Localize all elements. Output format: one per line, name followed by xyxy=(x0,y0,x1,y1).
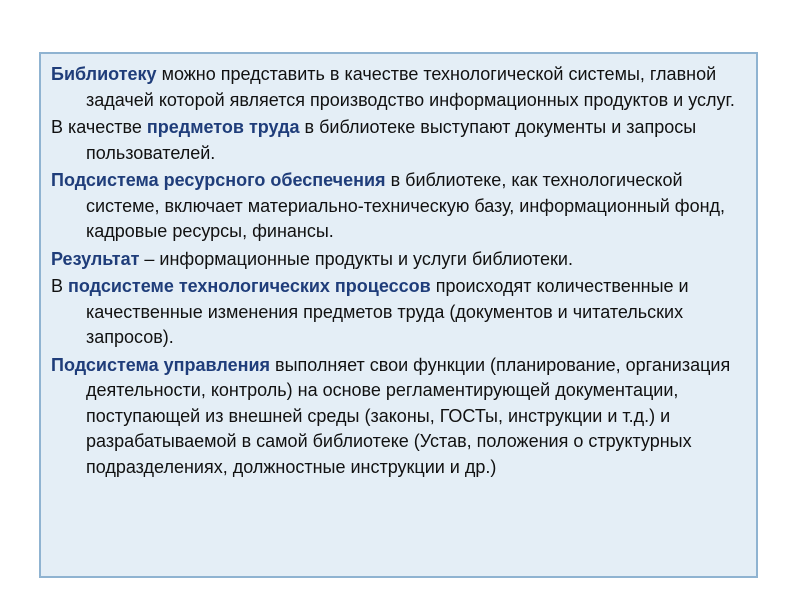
term-objects-of-labor: предметов труда xyxy=(146,117,300,137)
paragraph-management-subsystem xyxy=(51,353,744,481)
paragraph-result xyxy=(51,247,744,273)
paragraph-library-system xyxy=(51,62,744,113)
paragraph-lead: В качестве xyxy=(51,117,147,137)
term-process-subsystem: подсистеме технологических процессов xyxy=(68,276,431,296)
paragraph-text: в библиотеке выступают документы и запросы пользователей. xyxy=(86,117,697,163)
term-resource-subsystem: Подсистема ресурсного обеспечения xyxy=(51,170,386,190)
term-management-subsystem: Подсистема управления xyxy=(51,354,271,375)
paragraph-objects-of-labor xyxy=(51,115,744,166)
paragraph-resource-subsystem xyxy=(51,168,744,245)
paragraph-process-subsystem xyxy=(51,274,744,351)
paragraph-lead: В xyxy=(51,276,69,296)
paragraph-text: выполняет свои функции (планирование, организация деятельности, контроль) на основе регламентирующей документации, поступающей из внешней среды (законы, ГОСТы, инструкции и т.д.) и разрабатываемой в самой библиотеке (Устав, положения о структурных подразделениях, должностные инструкции и др.) xyxy=(86,354,731,477)
content-box xyxy=(39,52,758,578)
paragraph-text: в библиотеке, как технологической системе, включает материально-техническую базу, информационный фонд, кадровые ресурсы, финансы. xyxy=(86,170,726,241)
term-library: Библиотеку xyxy=(51,64,157,84)
paragraph-text: – информационные продукты и услуги библиотеки. xyxy=(139,248,573,269)
paragraph-text: можно представить в качестве технологической системы, главной задачей которой является производство информационных продуктов и услуг. xyxy=(86,64,735,110)
paragraph-text: происходят количественные и качественные изменения предметов труда (документов и читательских запросов). xyxy=(86,276,689,347)
term-result: Результат xyxy=(51,248,140,269)
